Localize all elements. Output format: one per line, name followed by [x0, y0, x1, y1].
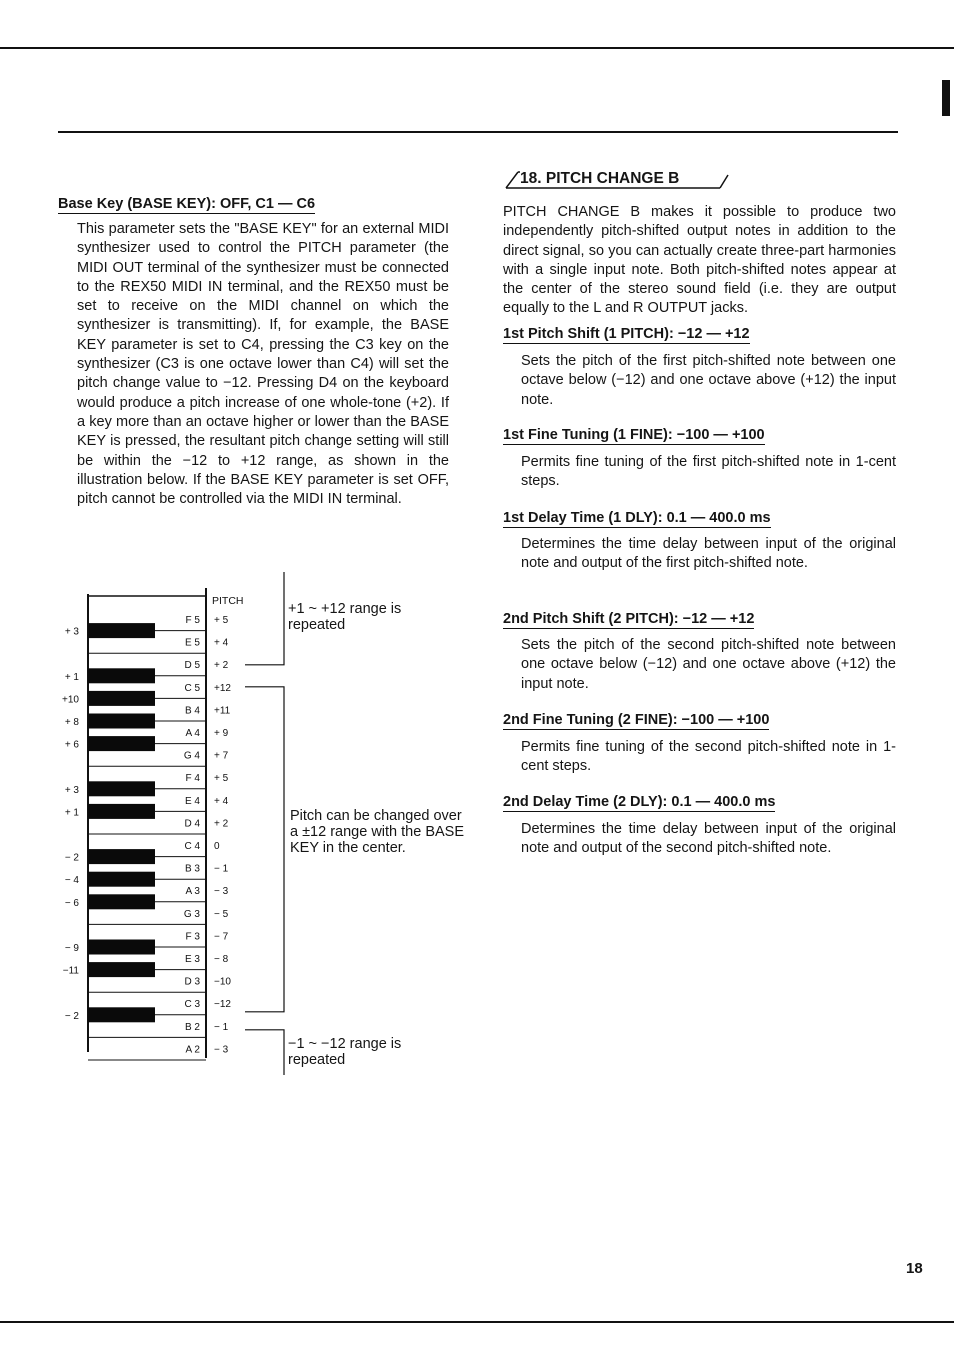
callout-bottom-text: −1 ~ −12 range is repeated: [288, 1036, 402, 1068]
white-key-note-label: A 4: [185, 728, 200, 739]
white-key-pitch-label: − 3: [214, 886, 229, 898]
black-key-pitch-label: + 6: [64, 739, 79, 751]
white-key-pitch-label: − 8: [214, 954, 229, 965]
callout-middle-text: Pitch can be changed over a ±12 range with the BASE KEY in the center.: [290, 808, 465, 856]
black-key-pitch-label: + 1: [64, 807, 79, 819]
black-key-pitch-label: + 3: [64, 784, 79, 796]
white-key-pitch-label: +11: [214, 705, 231, 717]
white-key-note-label: B 2: [184, 1021, 200, 1033]
black-key: [88, 940, 155, 955]
pitch-change-b-intro: PITCH CHANGE B makes it possible to produce two independently pitch-shifted output notes in addition to the direct signal, so you can actually create three-part harmonies with a single input note. Both pitch-shifted notes appear at the center of the stereo sound field (i.e. they are output equally to the L and R OUTPUT jacks.: [503, 204, 896, 317]
param-heading-4: 2nd Pitch Shift (2 PITCH): −12 — +12: [503, 611, 755, 627]
black-key-pitch-label: + 3: [64, 626, 79, 638]
bracket-top: [245, 572, 284, 665]
param-text-3: Determines the time delay between input of the original note and output of the first pitch-shifted note.: [521, 536, 896, 572]
white-key-pitch-label: + 2: [214, 818, 229, 830]
white-key-pitch-label: + 9: [214, 728, 229, 739]
white-key-note-label: D 4: [184, 818, 200, 830]
black-key: [88, 894, 155, 909]
white-key-pitch-label: − 1: [214, 863, 229, 875]
black-key-pitch-label: − 2: [64, 852, 79, 864]
white-key-note-label: E 4: [184, 795, 200, 807]
white-key-pitch-label: + 7: [214, 750, 229, 762]
black-key: [88, 1007, 155, 1022]
param-text-5: Permits fine tuning of the second pitch-shifted note in 1-cent steps.: [521, 739, 896, 775]
white-key-note-label: E 5: [184, 637, 200, 649]
white-key-pitch-label: − 1: [214, 1021, 229, 1033]
white-key-pitch-label: −10: [214, 976, 231, 988]
black-key: [88, 668, 155, 683]
white-key-note-label: B 4: [184, 705, 200, 717]
black-key-pitch-label: − 6: [64, 897, 79, 909]
black-key-pitch-label: − 4: [64, 875, 79, 887]
param-text-1: Sets the pitch of the first pitch-shifted note between one octave below (−12) and one octave above (+12) the input note.: [521, 353, 896, 408]
white-key-note-label: C 4: [184, 841, 200, 852]
white-key-note-label: G 4: [183, 750, 200, 762]
bracket-bottom: [245, 1030, 284, 1075]
black-key-pitch-label: − 2: [64, 1010, 79, 1022]
white-key-pitch-label: +12: [214, 682, 231, 694]
param-heading-3: 1st Delay Time (1 DLY): 0.1 — 400.0 ms: [503, 510, 771, 526]
black-key: [88, 804, 155, 819]
black-key: [88, 872, 155, 887]
section-title: 18. PITCH CHANGE B: [506, 170, 665, 188]
param-heading-2: 1st Fine Tuning (1 FINE): −100 — +100: [503, 427, 765, 443]
param-heading-6: 2nd Delay Time (2 DLY): 0.1 — 400.0 ms: [503, 794, 776, 810]
white-key-pitch-label: −12: [214, 999, 231, 1011]
param-heading-1: 1st Pitch Shift (1 PITCH): −12 — +12: [503, 326, 750, 342]
white-key-note-label: F 5: [185, 615, 200, 626]
white-key-note-label: G 3: [183, 908, 200, 920]
page-number: 18: [906, 1260, 923, 1277]
black-key-pitch-label: − 9: [64, 943, 79, 954]
black-key: [88, 781, 155, 796]
bracket-middle: [245, 687, 284, 1012]
white-key-pitch-label: + 5: [214, 615, 229, 626]
white-key-pitch-label: 0: [214, 841, 220, 852]
white-key-pitch-label: + 2: [214, 660, 229, 672]
param-text-2: Permits fine tuning of the first pitch-shifted note in 1-cent steps.: [521, 454, 896, 490]
white-key-note-label: A 2: [185, 1044, 200, 1056]
white-key-note-label: D 5: [184, 660, 200, 672]
param-heading-5: 2nd Fine Tuning (2 FINE): −100 — +100: [503, 712, 770, 728]
white-key-note-label: F 3: [185, 931, 200, 943]
white-key-note-label: C 3: [184, 999, 200, 1011]
white-key-note-label: B 3: [184, 863, 200, 875]
black-key-pitch-label: +10: [62, 694, 79, 706]
base-key-description: This parameter sets the "BASE KEY" for an external MIDI synthesizer used to control the PITCH parameter (the MIDI OUT terminal of the synthesizer must be connected to the REX50 MIDI IN terminal, and the REX50 must be set to receive on the MIDI channel on which the synthesizer is transmitting). If, for example, the BASE KEY parameter is set to C4, pressing the C3 key on the synthesizer (C3 is one octave lower than C4) will set the pitch change value to −12. Pressing D4 on the keyboard would produce a pitch increase of one whole-tone (+2). If a key more than an octave higher or lower than the BASE KEY is pressed, the resultant pitch change setting will still be within the −12 to +12 range, as shown in the illustration below. If the BASE KEY parameter is set OFF, pitch cannot be controlled via the MIDI IN terminal.: [77, 221, 449, 508]
black-key-pitch-label: + 8: [64, 717, 79, 728]
black-key: [88, 962, 155, 977]
white-key-pitch-label: + 4: [214, 795, 229, 807]
black-key: [88, 691, 155, 706]
black-key: [88, 623, 155, 638]
pitch-column-header: PITCH: [212, 595, 244, 607]
white-key-note-label: D 3: [184, 976, 200, 988]
black-key: [88, 736, 155, 751]
black-key: [88, 714, 155, 729]
white-key-pitch-label: + 4: [214, 637, 229, 649]
white-key-note-label: E 3: [184, 954, 200, 965]
base-key-heading: Base Key (BASE KEY): OFF, C1 — C6: [58, 196, 316, 212]
white-key-note-label: A 3: [185, 886, 200, 898]
white-key-pitch-label: − 3: [214, 1044, 229, 1056]
black-key-pitch-label: + 1: [64, 671, 79, 683]
white-key-note-label: C 5: [184, 682, 200, 694]
white-key-note-label: F 4: [185, 773, 200, 785]
white-key-pitch-label: + 5: [214, 773, 229, 785]
white-key-pitch-label: − 5: [214, 908, 229, 920]
param-text-6: Determines the time delay between input of the original note and output of the second pitch-shifted note.: [521, 821, 896, 857]
callout-top-text: +1 ~ +12 range is repeated: [288, 601, 402, 633]
black-key-pitch-label: −11: [62, 965, 79, 977]
black-key: [88, 849, 155, 864]
param-text-4: Sets the pitch of the second pitch-shifted note between one octave below (−12) and one octave above (+12) the input note.: [521, 637, 896, 692]
white-key-pitch-label: − 7: [214, 931, 229, 943]
